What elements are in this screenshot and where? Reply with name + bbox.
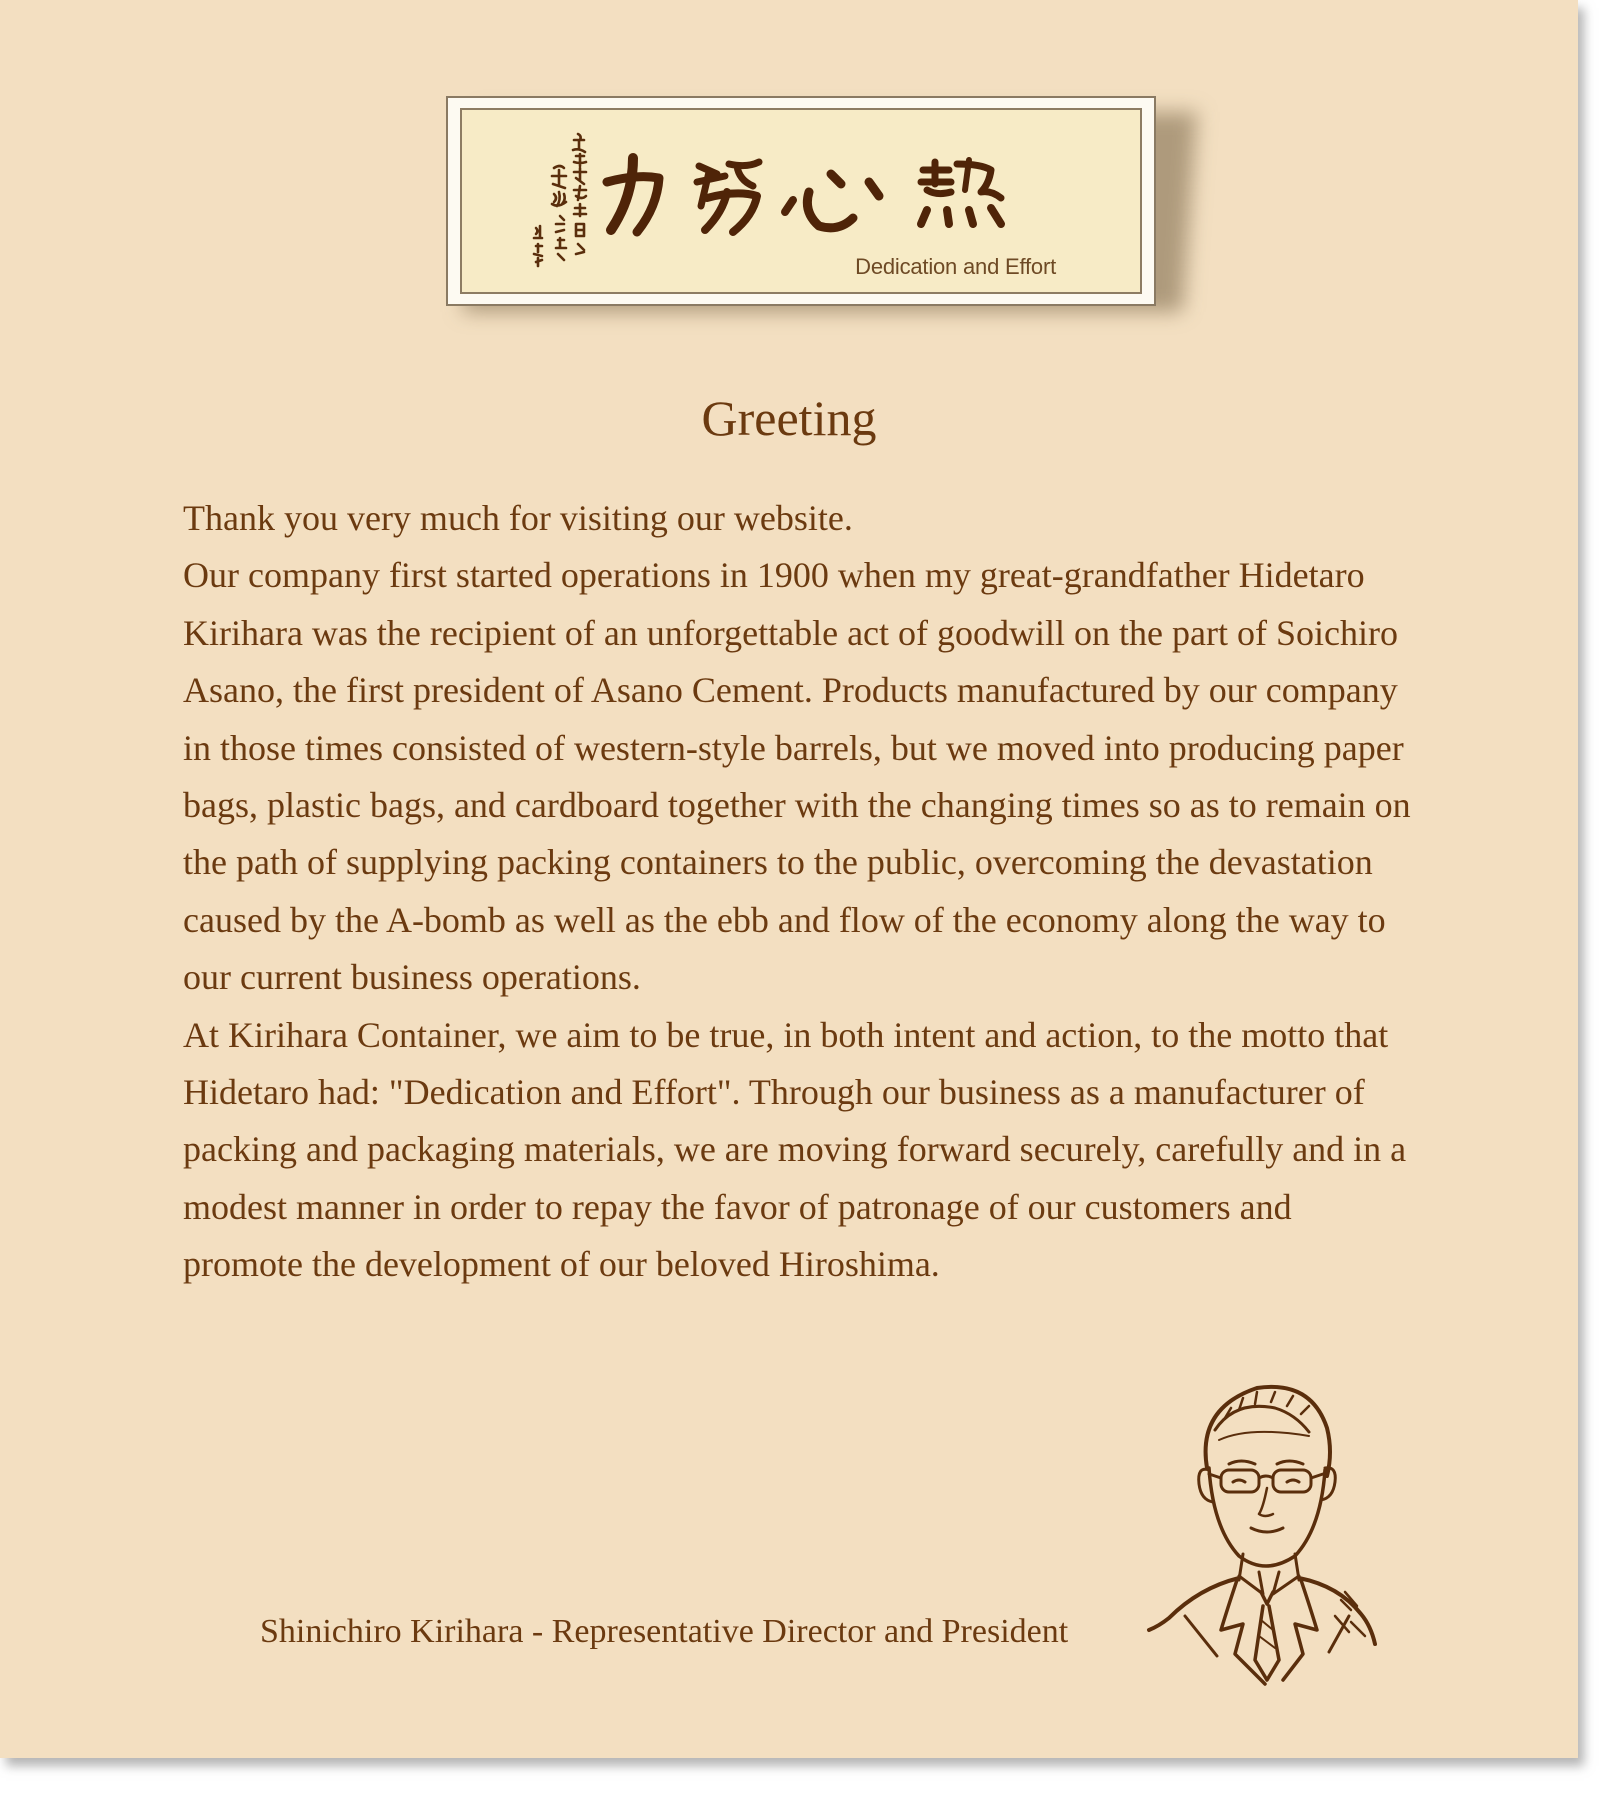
plaque-side-inscription-image: [526, 128, 596, 278]
plaque-caption: Dedication and Effort: [855, 254, 1056, 279]
greeting-paragraph: At Kirihara Container, we aim to be true, in both intent and action, to the motto that Hidetaro had: "Dedication and Effort". Through our business as a manufacturer of packing and packaging materials, we are moving forward securely, carefully and in a modest manner in order to repay the favor of patronage of our customers and promote the development of our beloved Hiroshima.: [183, 1014, 1407, 1285]
president-signature: Shinichiro Kirihara - Representative Director and President: [260, 1613, 1069, 1650]
greeting-paragraph: Thank you very much for visiting our website.: [183, 498, 853, 538]
greeting-paragraph: Our company first started operations in 1900 when my great-grandfather Hidetaro Kirihara was the recipient of an unforgettable act of goodwill on the part of Soichiro Asano, the first president of Asano Cement. Products manufactured by our company in those times consisted of western-style barrels, but we moved into producing paper bags, plastic bags, and cardboard together with the changing times so as to remain on the path of supplying packing containers to the public, overcoming the devastation caused by the A-bomb as well as the ebb and flow of the economy along the way to our current business operations.: [183, 555, 1411, 998]
plaque-inner-panel: [460, 108, 1142, 294]
greeting-body: [183, 490, 1413, 1294]
president-portrait-sketch: [1145, 1370, 1385, 1690]
calligraphy-plaque: [446, 96, 1156, 306]
plaque-calligraphy-image: [597, 152, 1047, 237]
page-title: Greeting: [701, 390, 877, 446]
